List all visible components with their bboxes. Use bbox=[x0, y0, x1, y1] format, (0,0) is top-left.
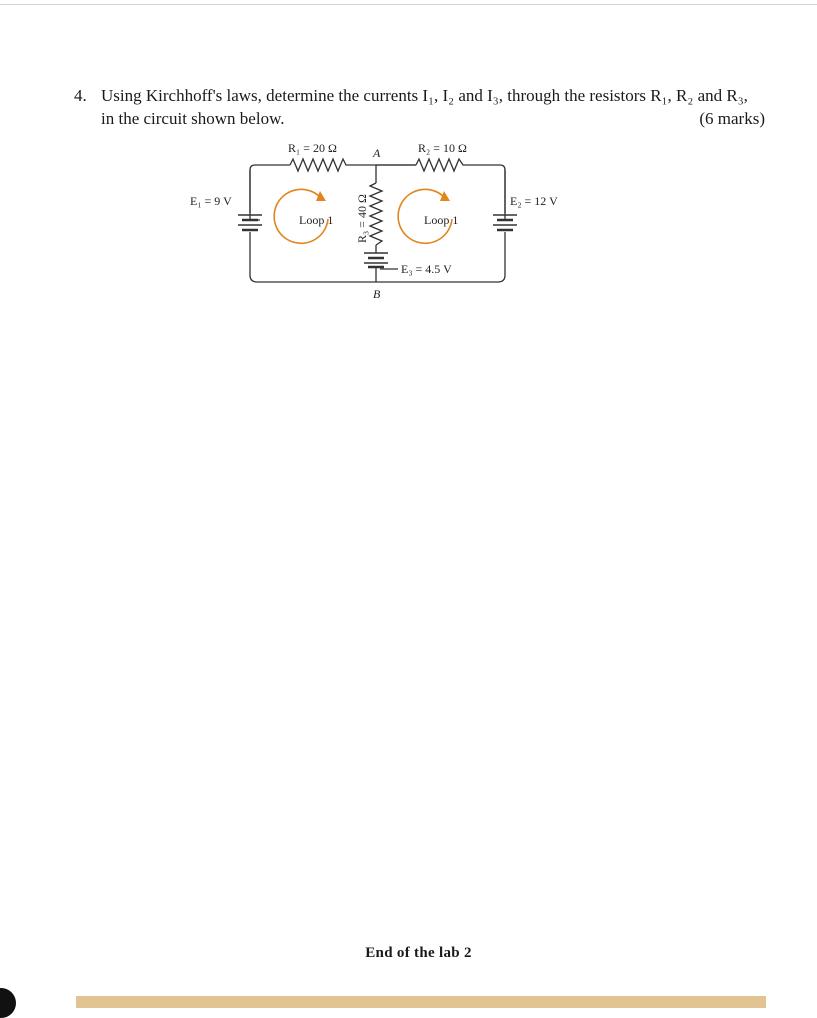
resistor-r1 bbox=[290, 159, 350, 171]
label-e2: E₂ = 12 V bbox=[510, 194, 558, 208]
resistor-r3 bbox=[370, 183, 382, 245]
question-text-line-2: in the circuit shown below. bbox=[101, 109, 285, 128]
label-r1: R₁ = 20 Ω bbox=[288, 141, 337, 155]
question-marks: (6 marks) bbox=[699, 109, 765, 128]
top-divider bbox=[0, 4, 817, 5]
label-loop-left: Loop 1 bbox=[299, 213, 334, 227]
question-text-line-1: Using Kirchhoff's laws, determine the currents I₁, I₂ and I₃, through the resistors R₁, R₂ and R₃, bbox=[101, 86, 748, 105]
label-r2: R₂ = 10 Ω bbox=[418, 141, 467, 155]
label-loop-right: Loop 1 bbox=[424, 213, 459, 227]
label-node-b: B bbox=[373, 287, 381, 301]
circuit-diagram bbox=[180, 135, 600, 305]
battery-e3 bbox=[364, 253, 388, 267]
end-of-lab-text: End of the lab 2 bbox=[365, 945, 472, 961]
resistor-r2 bbox=[416, 159, 466, 171]
label-e3: E₃ = 4.5 V bbox=[401, 262, 452, 276]
corner-button[interactable] bbox=[0, 988, 16, 1018]
question-number: 4. bbox=[74, 86, 87, 105]
label-r3: R₃ = 40 Ω bbox=[355, 194, 369, 243]
bottom-banner-bar bbox=[76, 996, 766, 1008]
label-node-a: A bbox=[373, 146, 381, 160]
label-e1: E₁ = 9 V bbox=[190, 194, 232, 208]
